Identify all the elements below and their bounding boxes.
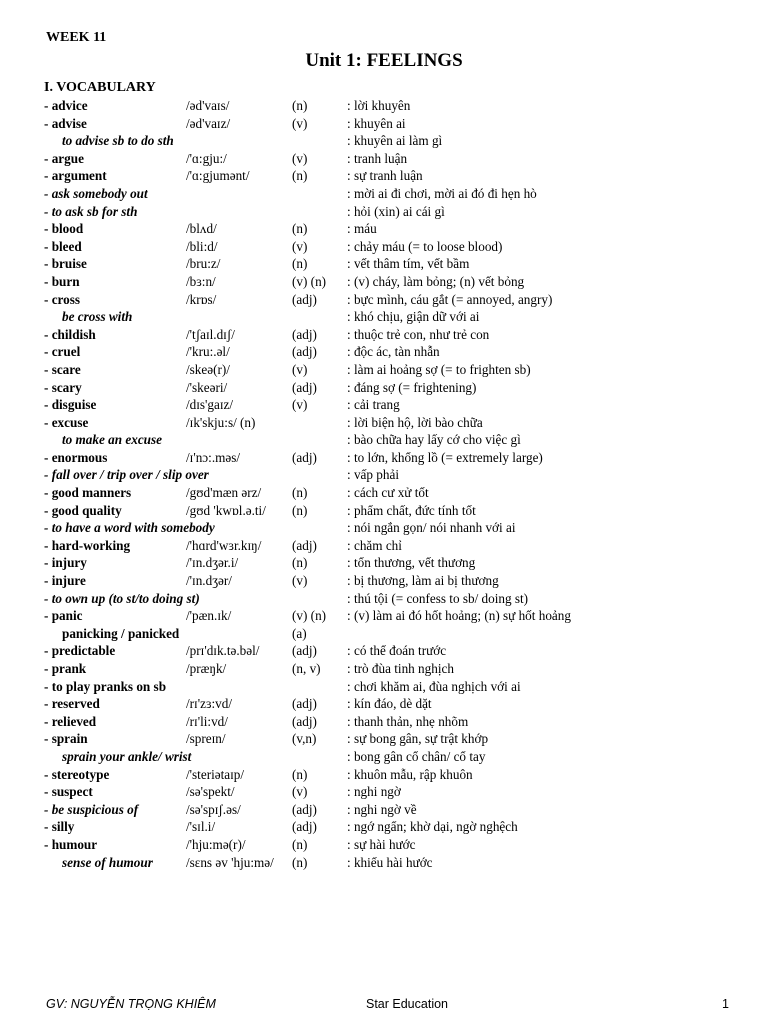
vocab-ipa: /gʊd 'kwɒl.ə.ti/ xyxy=(186,502,266,518)
vocab-word: - relieved xyxy=(44,713,97,729)
vocab-meaning: : sự bong gân, sự trật khớp xyxy=(347,731,489,747)
page-number: 1 xyxy=(722,997,729,1011)
vocab-row xyxy=(44,343,764,361)
vocab-word: - blood xyxy=(44,221,84,237)
vocab-row xyxy=(44,185,764,203)
footer-center: Star Education xyxy=(366,997,448,1011)
vocab-row xyxy=(44,466,764,484)
vocab-meaning: : tranh luận xyxy=(347,150,408,166)
vocab-pos: (n, v) xyxy=(292,661,321,676)
vocab-meaning: : phẩm chất, đức tính tốt xyxy=(347,502,476,518)
vocab-pos: (adj) xyxy=(292,379,317,395)
vocab-pos: (adj) xyxy=(292,713,317,729)
vocab-pos: (n) xyxy=(292,485,308,501)
vocab-word: - advice xyxy=(44,98,88,113)
vocab-meaning: : bào chữa hay lấy cớ cho việc gì xyxy=(347,432,521,448)
vocab-pos: (adj) xyxy=(292,801,317,817)
vocab-row xyxy=(44,818,764,836)
vocab-word: - to own up (to st/to doing st) xyxy=(44,590,200,606)
vocab-word: - cruel xyxy=(44,344,81,360)
vocab-meaning: : to lớn, khổng lồ (= extremely large) xyxy=(347,449,543,465)
vocab-meaning: : cải trang xyxy=(347,397,400,413)
vocab-word: - scare xyxy=(44,361,81,377)
vocab-pos: (n) xyxy=(292,766,308,782)
vocab-row xyxy=(44,115,764,133)
vocab-meaning: : hỏi (xin) ai cái gì xyxy=(347,203,445,219)
vocab-row xyxy=(44,801,764,819)
vocab-word: - sprain xyxy=(44,731,88,747)
vocab-row xyxy=(44,836,764,854)
vocab-meaning: : (v) cháy, làm bỏng; (n) vết bỏng xyxy=(347,273,525,289)
vocab-ipa: /bɜ:n/ xyxy=(186,273,216,289)
vocab-word: panicking / panicked xyxy=(62,625,180,641)
vocab-meaning: : bị thương, làm ai bị thương xyxy=(347,573,499,589)
vocab-pos: (adj) xyxy=(292,291,317,307)
vocab-word: - to ask sb for sth xyxy=(44,203,138,219)
vocab-ipa: /krɒs/ xyxy=(186,291,217,307)
vocab-row xyxy=(44,414,764,432)
week-label: WEEK 11 xyxy=(46,30,107,45)
vocab-row xyxy=(44,273,764,291)
vocab-row xyxy=(44,238,764,256)
vocab-word: - bleed xyxy=(44,238,82,254)
vocab-pos: (adj) xyxy=(292,326,317,342)
vocab-row xyxy=(44,449,764,467)
vocab-ipa: /spreɪn/ xyxy=(186,731,226,747)
vocab-row xyxy=(44,678,764,696)
vocab-pos: (v) (n) xyxy=(292,273,327,289)
vocab-pos: (n) xyxy=(292,555,308,571)
vocab-ipa: /'sɪl.i/ xyxy=(186,819,216,835)
vocab-row xyxy=(44,642,764,660)
vocab-meaning: : chảy máu (= to loose blood) xyxy=(347,238,503,254)
vocab-meaning: : độc ác, tàn nhẫn xyxy=(347,344,440,360)
vocab-ipa: /'hju:mə(r)/ xyxy=(186,836,246,852)
vocab-row xyxy=(44,379,764,397)
vocab-row xyxy=(44,748,764,766)
vocab-word: - cross xyxy=(44,291,81,307)
vocab-word: - suspect xyxy=(44,784,93,800)
vocab-meaning: : cách cư xử tốt xyxy=(347,485,429,501)
vocab-ipa: /'ɑ:gju:/ xyxy=(186,150,227,166)
vocab-word: to make an excuse xyxy=(62,432,162,448)
vocab-word: - predictable xyxy=(44,643,116,659)
vocab-ipa: /rɪ'zɜ:vd/ xyxy=(186,696,233,712)
vocab-meaning: : khuyên ai xyxy=(347,115,406,131)
vocab-pos: (v) xyxy=(292,573,308,589)
vocab-word: be cross with xyxy=(62,309,133,325)
vocab-ipa: /əd'vaɪs/ xyxy=(186,98,230,113)
vocab-word: - to have a word with somebody xyxy=(44,520,215,536)
vocab-row xyxy=(44,308,764,326)
vocab-pos: (adj) xyxy=(292,696,317,712)
vocab-ipa: /sɛns əv 'hju:mə/ xyxy=(186,854,274,870)
vocab-meaning: : vấp phải xyxy=(347,467,400,483)
vocab-word: to advise sb to do sth xyxy=(62,133,174,149)
vocab-meaning: : vết thâm tím, vết bầm xyxy=(347,256,470,272)
vocab-word: - panic xyxy=(44,608,83,624)
vocab-meaning: : nghi ngờ về xyxy=(347,801,417,817)
vocab-ipa: /blʌd/ xyxy=(186,221,217,237)
page-title: Unit 1: FEELINGS xyxy=(305,50,463,71)
vocab-pos: (n) xyxy=(292,221,308,237)
vocab-word: sense of humour xyxy=(62,854,153,870)
vocab-row xyxy=(44,255,764,273)
vocab-meaning: : bực mình, cáu gắt (= annoyed, angry) xyxy=(347,291,553,307)
vocab-meaning: : chăm chỉ xyxy=(347,537,402,553)
vocab-meaning: : thuộc trẻ con, như trẻ con xyxy=(347,326,490,342)
vocab-pos: (v) xyxy=(292,361,308,377)
vocab-meaning: : có thể đoán trước xyxy=(347,643,447,659)
vocab-row xyxy=(44,220,764,238)
vocab-word: - hard-working xyxy=(44,537,131,553)
vocab-word: - fall over / trip over / slip over xyxy=(44,467,209,483)
vocab-word: - disguise xyxy=(44,397,97,413)
vocab-row xyxy=(44,502,764,520)
vocab-row xyxy=(44,167,764,185)
vocab-ipa: /'skeəri/ xyxy=(186,379,228,395)
vocab-pos: (n) xyxy=(292,854,308,870)
vocab-word: - ask somebody out xyxy=(44,185,148,201)
footer-teacher: GV: NGUYỄN TRỌNG KHIÊM xyxy=(46,997,216,1011)
vocab-word: - good quality xyxy=(44,502,122,518)
vocab-ipa: /sə'spekt/ xyxy=(186,784,235,800)
vocab-ipa: /'ɪn.dʒər.i/ xyxy=(186,555,239,571)
vocab-word: - be suspicious of xyxy=(44,801,139,817)
vocab-meaning: : trò đùa tinh nghịch xyxy=(347,661,454,676)
vocab-ipa: /rɪ'li:vd/ xyxy=(186,713,228,729)
vocab-meaning: : ngớ ngẩn; khờ dại, ngờ nghệch xyxy=(347,819,518,835)
vocab-word: - enormous xyxy=(44,449,108,465)
vocab-word: - burn xyxy=(44,273,80,289)
vocab-meaning: : (v) làm ai đó hốt hoảng; (n) sự hốt hoảng xyxy=(347,608,571,624)
vocab-row xyxy=(44,97,764,115)
vocab-ipa: /bru:z/ xyxy=(186,256,221,272)
vocab-meaning: : nói ngắn gọn/ nói nhanh với ai xyxy=(347,520,516,536)
vocab-meaning: : đáng sợ (= frightening) xyxy=(347,379,477,395)
vocab-pos: (adj) xyxy=(292,643,317,659)
vocab-row xyxy=(44,730,764,748)
vocab-word: - humour xyxy=(44,836,98,852)
vocab-word: - excuse xyxy=(44,414,89,430)
vocab-meaning: : sự tranh luận xyxy=(347,168,423,184)
vocab-pos: (adj) xyxy=(292,537,317,553)
vocab-ipa: /'ɪn.dʒər/ xyxy=(186,573,232,589)
vocab-ipa: /bli:d/ xyxy=(186,238,218,254)
vocab-meaning: : sự hài hước xyxy=(347,836,416,852)
vocab-word: - reserved xyxy=(44,696,100,712)
vocab-ipa: /prɪ'dɪk.tə.bəl/ xyxy=(186,643,260,659)
vocab-pos: (v) xyxy=(292,397,308,413)
vocab-word: - injure xyxy=(44,573,86,589)
vocab-meaning: : khó chịu, giận dữ với ai xyxy=(347,309,480,325)
vocab-ipa: /əd'vaɪz/ xyxy=(186,115,231,131)
vocab-meaning: : bong gân cổ chân/ cổ tay xyxy=(347,748,486,764)
vocab-pos: (adj) xyxy=(292,344,317,360)
vocab-ipa: /sə'spɪʃ.əs/ xyxy=(186,801,241,817)
vocab-pos: (a) xyxy=(292,625,307,641)
vocab-row xyxy=(44,783,764,801)
vocab-meaning: : kín đáo, dè dặt xyxy=(347,696,432,712)
vocab-pos: (n) xyxy=(292,168,308,184)
vocab-meaning: : thú tội (= confess to sb/ doing st) xyxy=(347,590,529,606)
vocab-word: - argument xyxy=(44,168,107,184)
section-heading: I. VOCABULARY xyxy=(44,80,156,95)
vocab-word: - to play pranks on sb xyxy=(44,678,167,694)
vocab-row xyxy=(44,660,764,678)
vocab-row xyxy=(44,361,764,379)
vocab-pos: (n) xyxy=(292,836,308,852)
vocab-row xyxy=(44,554,764,572)
vocab-pos: (adj) xyxy=(292,449,317,465)
vocab-word: - advise xyxy=(44,115,87,131)
vocab-row xyxy=(44,766,764,784)
vocab-pos: (n) xyxy=(292,256,308,272)
vocab-ipa: /'pæn.ɪk/ xyxy=(186,608,232,624)
vocab-ipa: /'kru:.əl/ xyxy=(186,344,230,360)
vocab-meaning: : mời ai đi chơi, mời ai đó đi hẹn hò xyxy=(347,185,537,201)
vocab-pos: (v) xyxy=(292,150,308,166)
vocab-meaning: : lời khuyên xyxy=(347,98,411,113)
vocab-word: sprain your ankle/ wrist xyxy=(62,748,192,764)
vocab-row xyxy=(44,519,764,537)
vocab-pos: (v) (n) xyxy=(292,608,327,624)
vocab-row xyxy=(44,537,764,555)
vocab-row xyxy=(44,132,764,150)
vocab-ipa: /skeə(r)/ xyxy=(186,361,230,377)
vocab-pos: (adj) xyxy=(292,819,317,835)
vocab-ipa: /dɪs'gaɪz/ xyxy=(186,397,234,413)
vocab-row xyxy=(44,590,764,608)
vocab-row xyxy=(44,203,764,221)
vocabulary-list xyxy=(44,97,764,871)
vocab-meaning: : khiếu hài hước xyxy=(347,854,433,870)
vocab-meaning: : khuôn mẫu, rập khuôn xyxy=(347,766,473,782)
vocab-row xyxy=(44,572,764,590)
vocab-pos: (v) xyxy=(292,784,308,800)
vocab-ipa: /ɪ'nɔ:.məs/ xyxy=(186,449,241,465)
vocab-pos: (v) xyxy=(292,115,308,131)
vocab-meaning: : khuyên ai làm gì xyxy=(347,133,443,149)
vocab-ipa: /'hɑrd'wɜr.kɪŋ/ xyxy=(186,537,262,553)
vocab-ipa: /'steriətaɪp/ xyxy=(186,766,245,782)
vocab-row xyxy=(44,396,764,414)
vocab-word: - argue xyxy=(44,150,84,166)
vocab-pos: (v,n) xyxy=(292,731,317,747)
vocab-row xyxy=(44,291,764,309)
vocab-ipa: /ɪk'skju:s/ (n) xyxy=(186,414,256,430)
vocab-pos: (n) xyxy=(292,98,308,113)
vocab-word: - good manners xyxy=(44,485,132,501)
vocab-row xyxy=(44,150,764,168)
vocab-meaning: : chơi khăm ai, đùa nghịch với ai xyxy=(347,678,521,694)
vocab-word: - stereotype xyxy=(44,766,110,782)
vocab-row xyxy=(44,431,764,449)
vocab-word: - injury xyxy=(44,555,87,571)
vocab-word: - scary xyxy=(44,379,82,395)
vocab-meaning: : lời biện hộ, lời bào chữa xyxy=(347,414,483,430)
vocab-row xyxy=(44,326,764,344)
vocab-ipa: /'ɑ:gjumənt/ xyxy=(186,168,250,184)
vocab-ipa: /gʊd'mæn ərz/ xyxy=(186,485,262,501)
vocab-pos: (n) xyxy=(292,502,308,518)
vocab-meaning: : nghi ngờ xyxy=(347,784,401,800)
vocab-ipa: /præŋk/ xyxy=(186,661,227,676)
vocab-meaning: : máu xyxy=(347,221,377,237)
vocab-word: - prank xyxy=(44,661,87,676)
vocab-row xyxy=(44,484,764,502)
vocab-row xyxy=(44,607,764,625)
vocab-row xyxy=(44,713,764,731)
vocab-row xyxy=(44,695,764,713)
vocab-pos: (v) xyxy=(292,238,308,254)
vocab-meaning: : tổn thương, vết thương xyxy=(347,555,476,571)
vocab-word: - silly xyxy=(44,819,75,835)
vocab-row xyxy=(44,625,764,643)
vocab-ipa: /'tʃaɪl.dɪʃ/ xyxy=(186,326,235,342)
vocab-row xyxy=(44,854,764,872)
vocab-meaning: : làm ai hoảng sợ (= to frighten sb) xyxy=(347,361,531,377)
vocab-word: - childish xyxy=(44,326,96,342)
vocab-meaning: : thanh thản, nhẹ nhõm xyxy=(347,713,469,729)
vocab-word: - bruise xyxy=(44,256,87,272)
